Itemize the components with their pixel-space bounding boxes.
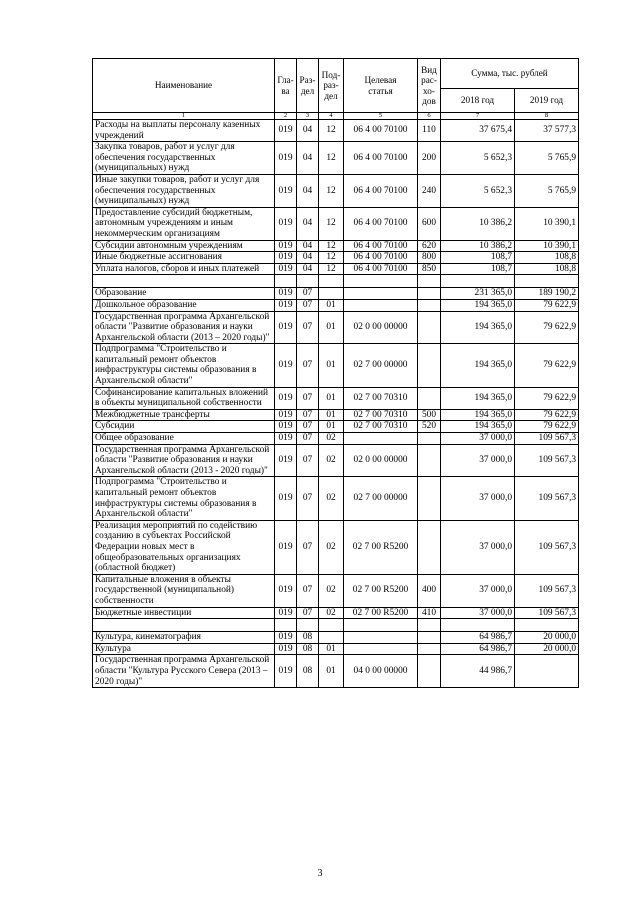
cell-name: Бюджетные инвестиции xyxy=(93,607,275,619)
cell-name: Государственная программа Архангельской области "Культура Русского Севера (2013 – 2020 годы)" xyxy=(93,655,275,688)
cell-razdel: 04 xyxy=(297,263,319,275)
cell-target xyxy=(344,433,418,445)
table-row xyxy=(93,643,579,655)
col-number: 6 xyxy=(418,113,441,120)
cell-podrazdel xyxy=(319,275,344,288)
cell-sum-2019: 79 622,9 xyxy=(515,344,579,387)
cell-target: 06 4 00 70100 xyxy=(344,207,418,240)
cell-sum-2019: 10 390,1 xyxy=(515,207,579,240)
cell-razdel: 07 xyxy=(297,311,319,344)
cell-podrazdel: 12 xyxy=(319,142,344,175)
table-row xyxy=(93,344,579,387)
cell-target xyxy=(344,619,418,632)
cell-glava: 019 xyxy=(275,120,297,142)
cell-sum-2019: 20 000,0 xyxy=(515,643,579,655)
table-row xyxy=(93,288,579,300)
table-row xyxy=(93,477,579,520)
cell-glava: 019 xyxy=(275,142,297,175)
cell-sum-2018: 108,7 xyxy=(441,252,515,264)
cell-vid: 520 xyxy=(418,421,441,433)
cell-sum-2019: 79 622,9 xyxy=(515,299,579,311)
cell-razdel: 07 xyxy=(297,409,319,421)
cell-razdel xyxy=(297,275,319,288)
cell-podrazdel: 12 xyxy=(319,263,344,275)
cell-podrazdel: 12 xyxy=(319,120,344,142)
cell-sum-2018: 194 365,0 xyxy=(441,344,515,387)
col-number: 4 xyxy=(319,113,344,120)
cell-target: 02 7 00 R5200 xyxy=(344,520,418,574)
cell-vid: 800 xyxy=(418,252,441,264)
cell-podrazdel: 12 xyxy=(319,174,344,207)
cell-name: Государственная программа Архангельской области "Развитие образования и науки Архангельской области (2013 – 2020 годы)" xyxy=(93,311,275,344)
cell-sum-2018: 37 000,0 xyxy=(441,520,515,574)
cell-glava xyxy=(275,619,297,632)
cell-sum-2018: 194 365,0 xyxy=(441,409,515,421)
cell-sum-2019: 109 567,3 xyxy=(515,444,579,477)
cell-glava: 019 xyxy=(275,207,297,240)
table-row xyxy=(93,240,579,252)
cell-name: Иные бюджетные ассигнования xyxy=(93,252,275,264)
cell-vid xyxy=(418,655,441,688)
table-row xyxy=(93,444,579,477)
cell-vid xyxy=(418,643,441,655)
cell-sum-2018: 5 652,3 xyxy=(441,174,515,207)
cell-target xyxy=(344,299,418,311)
cell-sum-2019: 79 622,9 xyxy=(515,311,579,344)
cell-target: 06 4 00 70100 xyxy=(344,240,418,252)
cell-vid xyxy=(418,520,441,574)
cell-sum-2018: 37 000,0 xyxy=(441,444,515,477)
table-row xyxy=(93,607,579,619)
cell-podrazdel: 02 xyxy=(319,574,344,607)
spacer-row xyxy=(93,275,579,288)
cell-sum-2019: 79 622,9 xyxy=(515,421,579,433)
cell-podrazdel: 01 xyxy=(319,655,344,688)
cell-razdel: 08 xyxy=(297,632,319,644)
cell-glava: 019 xyxy=(275,387,297,409)
cell-name: Закупка товаров, работ и услуг для обеспечения государственных (муниципальных) нужд xyxy=(93,142,275,175)
cell-target: 06 4 00 70100 xyxy=(344,120,418,142)
cell-name: Культура xyxy=(93,643,275,655)
col-number: 8 xyxy=(515,113,579,120)
cell-podrazdel: 12 xyxy=(319,252,344,264)
cell-sum-2019: 109 567,3 xyxy=(515,477,579,520)
cell-sum-2019: 5 765,9 xyxy=(515,142,579,175)
cell-glava xyxy=(275,275,297,288)
cell-vid xyxy=(418,344,441,387)
cell-razdel: 07 xyxy=(297,344,319,387)
cell-razdel: 07 xyxy=(297,433,319,445)
table-row xyxy=(93,311,579,344)
cell-podrazdel: 02 xyxy=(319,520,344,574)
cell-razdel xyxy=(297,619,319,632)
cell-razdel: 07 xyxy=(297,421,319,433)
cell-razdel: 07 xyxy=(297,387,319,409)
cell-glava: 019 xyxy=(275,409,297,421)
cell-podrazdel xyxy=(319,632,344,644)
cell-razdel: 07 xyxy=(297,477,319,520)
col-number: 7 xyxy=(441,113,515,120)
cell-podrazdel: 02 xyxy=(319,477,344,520)
cell-sum-2019: 189 190,2 xyxy=(515,288,579,300)
header-podrazdel: Под- раз- дел xyxy=(319,59,344,113)
cell-sum-2018: 37 675,4 xyxy=(441,120,515,142)
table-row xyxy=(93,387,579,409)
cell-sum-2019: 79 622,9 xyxy=(515,409,579,421)
cell-target: 02 7 00 00000 xyxy=(344,477,418,520)
cell-podrazdel: 12 xyxy=(319,207,344,240)
cell-glava: 019 xyxy=(275,643,297,655)
cell-podrazdel: 01 xyxy=(319,409,344,421)
cell-name: Расходы на выплаты персоналу казенных учреждений xyxy=(93,120,275,142)
cell-glava: 019 xyxy=(275,444,297,477)
column-numbers-row xyxy=(93,113,579,120)
cell-glava: 019 xyxy=(275,632,297,644)
header-2019: 2019 год xyxy=(515,89,579,113)
cell-name: Культура, кинематография xyxy=(93,632,275,644)
cell-vid: 110 xyxy=(418,120,441,142)
table-row xyxy=(93,207,579,240)
cell-sum-2019: 5 765,9 xyxy=(515,174,579,207)
cell-name: Образование xyxy=(93,288,275,300)
cell-sum-2018: 194 365,0 xyxy=(441,421,515,433)
cell-target xyxy=(344,275,418,288)
cell-razdel: 04 xyxy=(297,240,319,252)
cell-target: 02 7 00 R5200 xyxy=(344,574,418,607)
cell-podrazdel: 02 xyxy=(319,607,344,619)
cell-sum-2018: 64 986,7 xyxy=(441,632,515,644)
table-row xyxy=(93,252,579,264)
col-number: 5 xyxy=(344,113,418,120)
cell-name: Иные закупки товаров, работ и услуг для обеспечения государственных (муниципальных) нужд xyxy=(93,174,275,207)
cell-target: 02 0 00 00000 xyxy=(344,311,418,344)
cell-vid xyxy=(418,288,441,300)
cell-sum-2019: 109 567,3 xyxy=(515,607,579,619)
page-number: 3 xyxy=(317,868,323,879)
cell-sum-2018: 108,7 xyxy=(441,263,515,275)
header-glava: Гла- ва xyxy=(275,59,297,113)
cell-target: 06 4 00 70100 xyxy=(344,252,418,264)
cell-vid xyxy=(418,299,441,311)
header-target: Целевая статья xyxy=(344,59,418,113)
cell-name: Реализация мероприятий по содействию созданию в субъектах Российской Федерации новых мест в общеобразовательных организациях (областной бюджет) xyxy=(93,520,275,574)
cell-name: Софинансирование капитальных вложений в объекты муниципальной собственности xyxy=(93,387,275,409)
table-row xyxy=(93,655,579,688)
cell-target: 02 7 00 70310 xyxy=(344,409,418,421)
cell-sum-2019 xyxy=(515,619,579,632)
cell-podrazdel: 02 xyxy=(319,444,344,477)
cell-vid: 400 xyxy=(418,574,441,607)
cell-glava: 019 xyxy=(275,174,297,207)
cell-razdel: 07 xyxy=(297,299,319,311)
cell-name xyxy=(93,619,275,632)
cell-podrazdel xyxy=(319,288,344,300)
cell-sum-2019 xyxy=(515,655,579,688)
cell-sum-2018: 231 365,0 xyxy=(441,288,515,300)
cell-target: 02 0 00 00000 xyxy=(344,444,418,477)
cell-sum-2019: 109 567,3 xyxy=(515,433,579,445)
col-number: 3 xyxy=(297,113,319,120)
cell-sum-2018: 37 000,0 xyxy=(441,574,515,607)
cell-vid xyxy=(418,311,441,344)
cell-name: Капитальные вложения в объекты государственной (муниципальной) собственности xyxy=(93,574,275,607)
cell-vid xyxy=(418,444,441,477)
cell-sum-2018: 37 000,0 xyxy=(441,433,515,445)
table-row xyxy=(93,409,579,421)
cell-razdel: 07 xyxy=(297,520,319,574)
budget-table xyxy=(92,58,579,688)
cell-sum-2018: 44 986,7 xyxy=(441,655,515,688)
cell-podrazdel: 12 xyxy=(319,240,344,252)
spacer-row xyxy=(93,619,579,632)
cell-sum-2019 xyxy=(515,275,579,288)
cell-podrazdel: 01 xyxy=(319,643,344,655)
cell-glava: 019 xyxy=(275,520,297,574)
cell-sum-2018: 10 386,2 xyxy=(441,240,515,252)
cell-target xyxy=(344,632,418,644)
cell-razdel: 04 xyxy=(297,207,319,240)
cell-razdel: 07 xyxy=(297,574,319,607)
cell-glava: 019 xyxy=(275,252,297,264)
header-razdel: Раз- дел xyxy=(297,59,319,113)
cell-target: 06 4 00 70100 xyxy=(344,142,418,175)
cell-podrazdel xyxy=(319,619,344,632)
col-number: 2 xyxy=(275,113,297,120)
cell-vid xyxy=(418,477,441,520)
table-row xyxy=(93,421,579,433)
cell-razdel: 04 xyxy=(297,142,319,175)
cell-name: Подпрограмма "Строительство и капитальный ремонт объектов инфраструктуры системы образования в Архангельской области" xyxy=(93,344,275,387)
cell-razdel: 08 xyxy=(297,655,319,688)
cell-glava: 019 xyxy=(275,288,297,300)
cell-sum-2019: 20 000,0 xyxy=(515,632,579,644)
cell-target xyxy=(344,288,418,300)
cell-sum-2019: 79 622,9 xyxy=(515,387,579,409)
cell-sum-2018: 37 000,0 xyxy=(441,477,515,520)
header-sum: Сумма, тыс. рублей xyxy=(441,59,579,89)
table-body xyxy=(93,120,579,688)
table-row xyxy=(93,520,579,574)
table-row xyxy=(93,263,579,275)
cell-glava: 019 xyxy=(275,433,297,445)
cell-razdel: 04 xyxy=(297,252,319,264)
cell-name: Государственная программа Архангельской области "Развитие образования и науки Архангельской области (2013 - 2020 годы)" xyxy=(93,444,275,477)
cell-sum-2019: 108,8 xyxy=(515,252,579,264)
cell-target: 04 0 00 00000 xyxy=(344,655,418,688)
cell-podrazdel: 01 xyxy=(319,311,344,344)
table-row xyxy=(93,299,579,311)
cell-target: 02 7 00 70310 xyxy=(344,387,418,409)
cell-glava: 019 xyxy=(275,299,297,311)
cell-sum-2019: 37 577,3 xyxy=(515,120,579,142)
cell-name xyxy=(93,275,275,288)
cell-razdel: 04 xyxy=(297,120,319,142)
cell-vid xyxy=(418,632,441,644)
cell-vid: 620 xyxy=(418,240,441,252)
cell-vid xyxy=(418,619,441,632)
cell-sum-2019: 108,8 xyxy=(515,263,579,275)
cell-sum-2018: 194 365,0 xyxy=(441,299,515,311)
cell-sum-2018: 194 365,0 xyxy=(441,311,515,344)
header-vid: Вид рас- хо- дов xyxy=(418,59,441,113)
table-row xyxy=(93,433,579,445)
cell-sum-2019: 109 567,3 xyxy=(515,520,579,574)
cell-podrazdel: 01 xyxy=(319,344,344,387)
cell-sum-2019: 10 390,1 xyxy=(515,240,579,252)
table-row xyxy=(93,632,579,644)
cell-target xyxy=(344,643,418,655)
cell-vid: 600 xyxy=(418,207,441,240)
cell-razdel: 04 xyxy=(297,174,319,207)
cell-glava: 019 xyxy=(275,263,297,275)
cell-vid: 500 xyxy=(418,409,441,421)
cell-podrazdel: 02 xyxy=(319,433,344,445)
cell-podrazdel: 01 xyxy=(319,387,344,409)
cell-razdel: 07 xyxy=(297,288,319,300)
cell-glava: 019 xyxy=(275,655,297,688)
cell-sum-2018: 37 000,0 xyxy=(441,607,515,619)
cell-glava: 019 xyxy=(275,240,297,252)
cell-vid: 850 xyxy=(418,263,441,275)
cell-name: Межбюджетные трансферты xyxy=(93,409,275,421)
cell-razdel: 08 xyxy=(297,643,319,655)
cell-sum-2018: 10 386,2 xyxy=(441,207,515,240)
cell-vid xyxy=(418,387,441,409)
cell-target: 06 4 00 70100 xyxy=(344,263,418,275)
cell-name: Общее образование xyxy=(93,433,275,445)
cell-podrazdel: 01 xyxy=(319,299,344,311)
header-2018: 2018 год xyxy=(441,89,515,113)
cell-name: Предоставление субсидий бюджетным, автономным учреждениям и иным некоммерческим организациям xyxy=(93,207,275,240)
cell-glava: 019 xyxy=(275,311,297,344)
cell-glava: 019 xyxy=(275,607,297,619)
table-row xyxy=(93,574,579,607)
cell-name: Дошкольное образование xyxy=(93,299,275,311)
col-number: 1 xyxy=(93,113,275,120)
cell-glava: 019 xyxy=(275,574,297,607)
cell-vid xyxy=(418,433,441,445)
cell-vid: 200 xyxy=(418,142,441,175)
cell-target: 02 7 00 R5200 xyxy=(344,607,418,619)
header-name: Наименование xyxy=(93,59,275,113)
cell-podrazdel: 01 xyxy=(319,421,344,433)
cell-target: 02 7 00 00000 xyxy=(344,344,418,387)
cell-glava: 019 xyxy=(275,344,297,387)
cell-name: Подпрограмма "Строительство и капитальный ремонт объектов инфраструктуры системы образования в Архангельской области" xyxy=(93,477,275,520)
cell-sum-2018: 194 365,0 xyxy=(441,387,515,409)
cell-sum-2018: 5 652,3 xyxy=(441,142,515,175)
cell-target: 02 7 00 70310 xyxy=(344,421,418,433)
cell-glava: 019 xyxy=(275,421,297,433)
cell-sum-2018 xyxy=(441,619,515,632)
cell-target: 06 4 00 70100 xyxy=(344,174,418,207)
cell-sum-2018: 64 986,7 xyxy=(441,643,515,655)
cell-glava: 019 xyxy=(275,477,297,520)
cell-name: Субсидии xyxy=(93,421,275,433)
cell-sum-2018 xyxy=(441,275,515,288)
cell-vid: 410 xyxy=(418,607,441,619)
cell-sum-2019: 109 567,3 xyxy=(515,574,579,607)
cell-name: Уплата налогов, сборов и иных платежей xyxy=(93,263,275,275)
table-row xyxy=(93,120,579,142)
cell-name: Субсидии автономным учреждениям xyxy=(93,240,275,252)
cell-vid xyxy=(418,275,441,288)
cell-vid: 240 xyxy=(418,174,441,207)
table-row xyxy=(93,174,579,207)
table-row xyxy=(93,142,579,175)
cell-razdel: 07 xyxy=(297,444,319,477)
cell-razdel: 07 xyxy=(297,607,319,619)
